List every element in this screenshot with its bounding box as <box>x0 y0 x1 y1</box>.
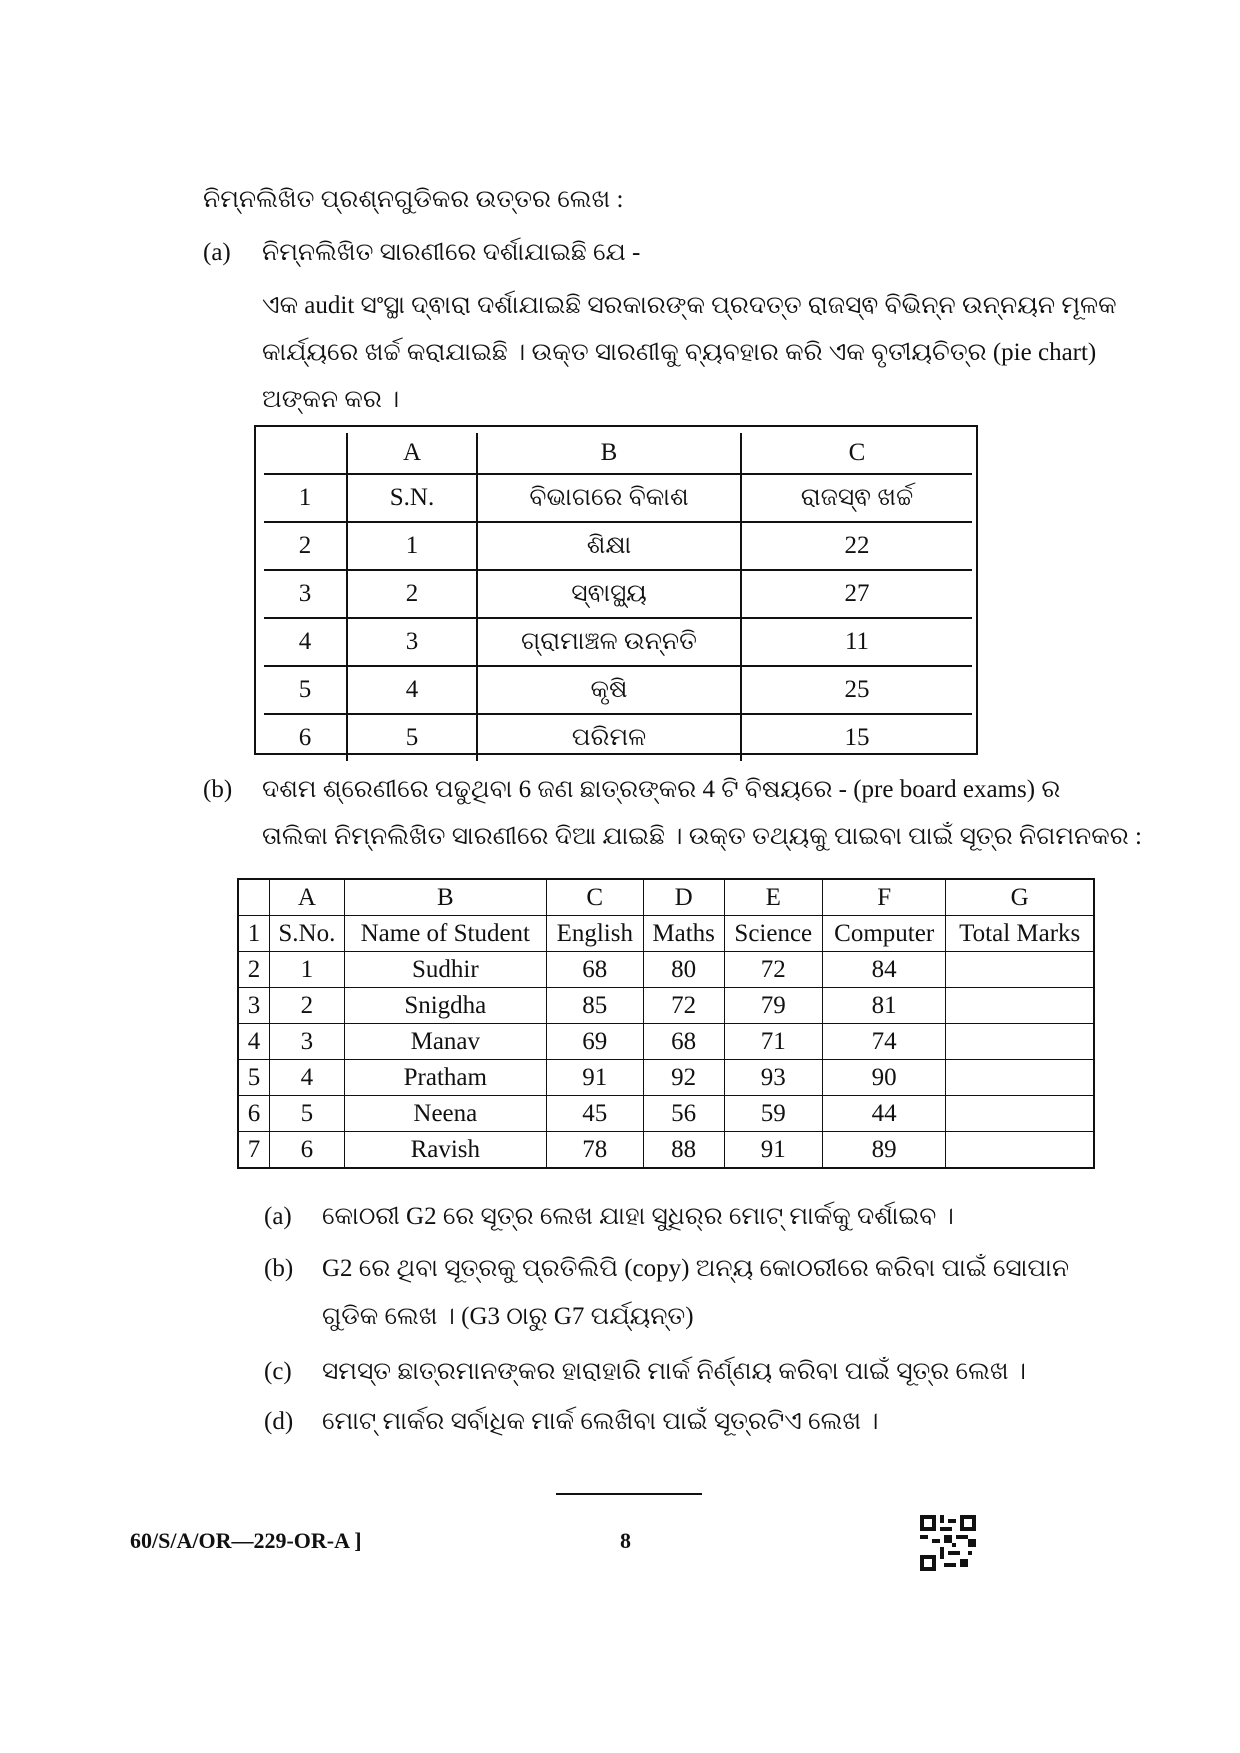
table-cell: 1 <box>264 474 347 522</box>
table-cell: 11 <box>741 618 972 666</box>
qr-code-icon <box>920 1515 976 1571</box>
table-cell: 2 <box>264 522 347 570</box>
table-cell: 93 <box>724 1060 822 1096</box>
table-cell: 92 <box>643 1060 724 1096</box>
subq-a-tag: (a) <box>264 1203 292 1230</box>
table-cell: 2 <box>347 570 477 618</box>
table-cell: 5 <box>270 1096 345 1132</box>
subq-b-text-line2: ଗୁଡିକ ଲେଖ । (G3 ଠାରୁ G7 ପର୍ଯ୍ୟନ୍ତ) <box>322 1303 694 1330</box>
table-cell: ସ୍ଵାସ୍ଥ୍ୟ <box>477 570 741 618</box>
table-row <box>238 916 1094 952</box>
table-cell: 6 <box>238 1096 270 1132</box>
subq-a-text: କୋଠରୀ G2 ରେ ସୂତ୍ର ଲେଖ ଯାହା ସୁଧିର୍‌ର ମୋଟ୍ ମାର୍କକୁ ଦର୍ଶାଇବ । <box>322 1203 954 1230</box>
table-cell: 90 <box>822 1060 946 1096</box>
table-cell: 56 <box>643 1096 724 1132</box>
part-a-line2: ଏକ audit ସଂସ୍ଥା ଦ୍ଵାରା ଦର୍ଶାଯାଇଛି ସରକାରଙ୍କ ପ୍ରଦତ୍ତ ରାଜସ୍ଵ ବିଭିନ୍ନ ଉନ୍ନୟନ ମୂଳକ <box>262 292 1117 319</box>
subq-c-tag: (c) <box>264 1358 292 1385</box>
table-cell: 4 <box>238 1024 270 1060</box>
table-cell: Maths <box>643 916 724 952</box>
table-row <box>238 1024 1094 1060</box>
table-cell: 25 <box>741 666 972 714</box>
table-cell: 79 <box>724 988 822 1024</box>
table-row <box>238 1060 1094 1096</box>
table-row <box>264 570 972 618</box>
table-cell: 4 <box>270 1060 345 1096</box>
table-cell: 44 <box>822 1096 946 1132</box>
table-cell: Science <box>724 916 822 952</box>
table-cell: 5 <box>238 1060 270 1096</box>
table-cell: 7 <box>238 1132 270 1169</box>
table-cell: 85 <box>546 988 643 1024</box>
table-cell: 4 <box>264 618 347 666</box>
table-cell: ବିଭାଗରେ ବିକାଶ <box>477 474 741 522</box>
marks-table <box>237 878 1095 1169</box>
footer-rule <box>556 1493 702 1495</box>
part-b-tag: (b) <box>203 776 233 803</box>
table-cell: Snigdha <box>344 988 546 1024</box>
table-cell: 45 <box>546 1096 643 1132</box>
table-cell: 1 <box>270 952 345 988</box>
table-cell: 6 <box>270 1132 345 1169</box>
table-cell: 3 <box>238 988 270 1024</box>
part-a-line1: ନିମ୍ନଲିଖିତ ସାରଣୀରେ ଦର୍ଶାଯାଇଛି ଯେ - <box>262 239 641 266</box>
table-cell: 3 <box>270 1024 345 1060</box>
table-cell: 72 <box>643 988 724 1024</box>
subq-d-text: ମୋଟ୍ ମାର୍କର ସର୍ବାଧିକ ମାର୍କ ଲେଖିବା ପାଇଁ ସୂତ୍ରଟିଏ ଲେଖ । <box>322 1408 879 1435</box>
table-cell: 27 <box>741 570 972 618</box>
table-row <box>264 714 972 761</box>
table-cell: A <box>347 433 477 474</box>
table-cell: Sudhir <box>344 952 546 988</box>
table-cell: Ravish <box>344 1132 546 1169</box>
table-cell <box>238 879 270 916</box>
table-cell: 4 <box>347 666 477 714</box>
table-cell: 91 <box>546 1060 643 1096</box>
paper-code: 60/S/A/OR—229-OR-A ] <box>130 1528 362 1553</box>
table-cell: 2 <box>270 988 345 1024</box>
table-cell <box>946 1024 1094 1060</box>
table-row <box>264 618 972 666</box>
table-cell: ଗ୍ରାମାଞ୍ଚଳ ଉନ୍ନତି <box>477 618 741 666</box>
table-cell: C <box>741 433 972 474</box>
table-cell: 80 <box>643 952 724 988</box>
table-cell: B <box>344 879 546 916</box>
table-cell: S.No. <box>270 916 345 952</box>
table-cell: 74 <box>822 1024 946 1060</box>
table-cell: 68 <box>643 1024 724 1060</box>
table-cell: 1 <box>238 916 270 952</box>
table-cell: 3 <box>264 570 347 618</box>
budget-table <box>264 433 972 761</box>
table-cell: 22 <box>741 522 972 570</box>
table-cell: 88 <box>643 1132 724 1169</box>
instruction-text: ନିମ୍ନଲିଖିତ ପ୍ରଶ୍ନଗୁଡିକର ଉତ୍ତର ଲେଖ : <box>203 186 624 213</box>
table-cell: 81 <box>822 988 946 1024</box>
table-row <box>264 522 972 570</box>
table-cell: 84 <box>822 952 946 988</box>
table-cell: 89 <box>822 1132 946 1169</box>
table-cell: S.N. <box>347 474 477 522</box>
table-cell <box>946 952 1094 988</box>
subq-b-tag: (b) <box>264 1255 294 1282</box>
table-cell: ଶିକ୍ଷା <box>477 522 741 570</box>
table-cell: ପରିମଳ <box>477 714 741 761</box>
table-cell: Manav <box>344 1024 546 1060</box>
subq-d-tag: (d) <box>264 1408 294 1435</box>
table-cell: 91 <box>724 1132 822 1169</box>
table-cell: 15 <box>844 724 870 751</box>
table-header-row <box>238 879 1094 916</box>
table-cell: G <box>946 879 1094 916</box>
table-cell: 3 <box>347 618 477 666</box>
table-row <box>264 666 972 714</box>
part-a-line3: କାର୍ଯ୍ୟରେ ଖର୍ଚ୍ଚ କରାଯାଇଛି । ଉକ୍ତ ସାରଣୀକୁ ବ୍ୟବହାର କରି ଏକ ବୃତୀୟଚିତ୍ର (pie chart) <box>262 339 1097 366</box>
table-row <box>264 474 972 522</box>
table-row <box>238 1132 1094 1169</box>
table-cell: 1 <box>347 522 477 570</box>
page-number: 8 <box>620 1528 631 1553</box>
table-cell <box>946 1096 1094 1132</box>
table-cell: 5 <box>347 714 477 761</box>
table-cell <box>264 433 347 474</box>
table-cell: F <box>822 879 946 916</box>
subq-b-text-line1: G2 ରେ ଥିବା ସୂତ୍ରକୁ ପ୍ରତିଲିପି (copy) ଅନ୍ୟ କୋଠରୀରେ କରିବା ପାଇଁ ସୋପାନ <box>322 1255 1070 1282</box>
part-b-line2: ତାଲିକା ନିମ୍ନଲିଖିତ ସାରଣୀରେ ଦିଆ ଯାଇଛି । ଉକ୍ତ ତଥ୍ୟକୁ ପାଇବା ପାଇଁ ସୂତ୍ର ନିଗମନକର : <box>262 823 1142 850</box>
table-cell: Neena <box>344 1096 546 1132</box>
table-cell: Total Marks <box>946 916 1094 952</box>
table-cell: A <box>270 879 345 916</box>
table-cell: B <box>477 433 741 474</box>
table-cell: C <box>546 879 643 916</box>
table-cell: Name of Student <box>344 916 546 952</box>
table-header-row <box>264 433 972 474</box>
table-cell: ରାଜସ୍ଵ ଖର୍ଚ୍ଚ <box>741 474 972 522</box>
table-cell: 68 <box>546 952 643 988</box>
table-cell: Pratham <box>344 1060 546 1096</box>
table-cell: 72 <box>724 952 822 988</box>
table-cell: 78 <box>546 1132 643 1169</box>
part-b-line1: ଦଶମ ଶ୍ରେଣୀରେ ପଢୁଥିବା 6 ଜଣ ଛାତ୍ରଙ୍କର 4 ଟି ବିଷୟରେ - (pre board exams) ର <box>262 776 1061 803</box>
table-cell: D <box>643 879 724 916</box>
table-cell: English <box>546 916 643 952</box>
table-row <box>238 1096 1094 1132</box>
part-a-tag: (a) <box>203 239 231 266</box>
table-cell: 2 <box>238 952 270 988</box>
subq-c-text: ସମସ୍ତ ଛାତ୍ରମାନଙ୍କର ହାରାହାରି ମାର୍କ ନିର୍ଣ୍ଣୟ କରିବା ପାଇଁ ସୂତ୍ର ଲେଖ । <box>322 1358 1027 1385</box>
table-cell <box>946 988 1094 1024</box>
table-cell: କୃଷି <box>477 666 741 714</box>
table-cell: 5 <box>264 666 347 714</box>
budget-table-frame <box>254 425 978 755</box>
table-cell: 6 <box>264 714 347 761</box>
table-cell <box>946 1060 1094 1096</box>
table-cell: E <box>724 879 822 916</box>
table-cell: 59 <box>724 1096 822 1132</box>
table-cell <box>946 1132 1094 1169</box>
table-row <box>238 952 1094 988</box>
table-cell: 71 <box>724 1024 822 1060</box>
table-row <box>238 988 1094 1024</box>
part-a-line4: ଅଙ୍କନ କର । <box>262 386 400 413</box>
table-cell: 69 <box>546 1024 643 1060</box>
table-cell: Computer <box>822 916 946 952</box>
